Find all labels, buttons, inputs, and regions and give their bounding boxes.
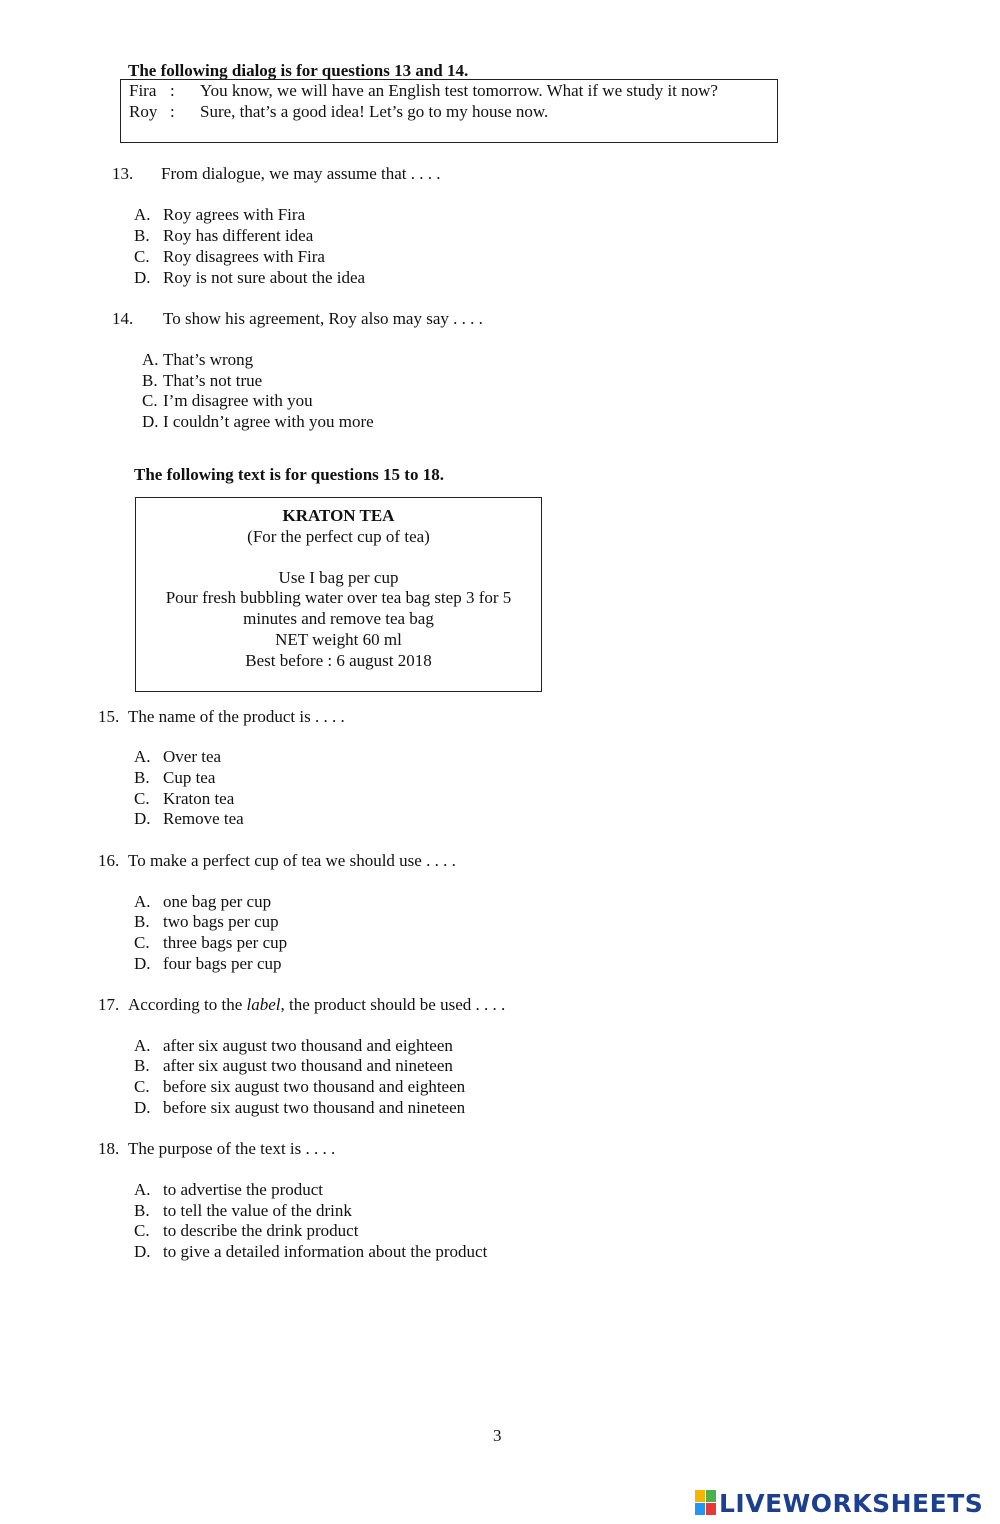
option-text: That’s wrong	[163, 350, 254, 369]
option-letter: C.	[134, 1077, 150, 1096]
option-text: three bags per cup	[163, 933, 288, 952]
option-letter: D.	[134, 809, 151, 828]
question-17-post: , the product should be used . . . .	[280, 995, 506, 1014]
question-number: 15.	[98, 707, 120, 726]
dialog-speaker-fira: Fira	[129, 81, 157, 100]
option-text: I’m disagree with you	[163, 391, 313, 410]
dialog-separator: :	[170, 102, 175, 121]
option-letter: A.	[142, 350, 159, 369]
option-letter: C.	[142, 391, 158, 410]
option-text: before six august two thousand and eighteen	[163, 1077, 466, 1096]
option-text: That’s not true	[163, 371, 263, 390]
dialog-speaker-roy: Roy	[129, 102, 158, 121]
option-text: to advertise the product	[163, 1180, 324, 1199]
option-letter: A.	[134, 1036, 151, 1055]
question-number: 14.	[112, 309, 134, 328]
question-15-text: The name of the product is . . . .	[128, 707, 345, 726]
question-17-pre: According to the	[128, 995, 247, 1014]
section-heading-dialog: The following dialog is for questions 13 and 14.	[128, 61, 469, 80]
question-13-text: From dialogue, we may assume that . . . .	[161, 164, 441, 183]
option-letter: D.	[134, 954, 151, 973]
label-usage: Use I bag per cup	[278, 568, 399, 587]
option-text: Roy agrees with Fira	[163, 205, 306, 224]
option-letter: C.	[134, 1221, 150, 1240]
option-letter: D.	[134, 1098, 151, 1117]
option-text: after six august two thousand and eighteen	[163, 1036, 453, 1055]
option-letter: B.	[134, 226, 150, 245]
option-text: four bags per cup	[163, 954, 282, 973]
liveworksheets-brand-text: LIVEWORKSHEETS	[719, 1488, 984, 1518]
question-number: 17.	[98, 995, 120, 1014]
label-instructions: Pour fresh bubbling water over tea bag step 3 for 5	[165, 588, 512, 607]
option-letter: D.	[134, 1242, 151, 1261]
option-text: Cup tea	[163, 768, 216, 787]
option-letter: B.	[134, 912, 150, 931]
label-best-before: Best before : 6 august 2018	[245, 651, 432, 670]
section-heading-text: The following text is for questions 15 to 18.	[134, 465, 444, 484]
option-text: to describe the drink product	[163, 1221, 359, 1240]
option-letter: B.	[142, 371, 158, 390]
dialog-line-roy: Sure, that’s a good idea! Let’s go to my house now.	[200, 102, 549, 121]
option-text: I couldn’t agree with you more	[163, 412, 374, 431]
option-text: Over tea	[163, 747, 222, 766]
question-17-text	[128, 994, 505, 1015]
question-number: 18.	[98, 1139, 120, 1158]
label-instructions-cont: minutes and remove tea bag	[243, 609, 434, 628]
option-letter: B.	[134, 1201, 150, 1220]
option-letter: A.	[134, 747, 151, 766]
option-letter: A.	[134, 1180, 151, 1199]
option-text: Kraton tea	[163, 789, 235, 808]
option-text: before six august two thousand and nineteen	[163, 1098, 466, 1117]
dialog-separator: :	[170, 81, 175, 100]
label-subtitle: (For the perfect cup of tea)	[247, 527, 430, 546]
option-letter: B.	[134, 1056, 150, 1075]
option-text: to give a detailed information about the product	[163, 1242, 488, 1261]
question-14-text: To show his agreement, Roy also may say . . . .	[163, 309, 483, 328]
option-letter: A.	[134, 205, 151, 224]
question-number: 16.	[98, 851, 120, 870]
option-text: one bag per cup	[163, 892, 272, 911]
option-letter: C.	[134, 933, 150, 952]
dialog-line-fira: You know, we will have an English test tomorrow. What if we study it now?	[200, 81, 718, 100]
option-letter: A.	[134, 892, 151, 911]
option-text: to tell the value of the drink	[163, 1201, 352, 1220]
option-text: Roy is not sure about the idea	[163, 268, 366, 287]
option-text: Roy has different idea	[163, 226, 314, 245]
option-text: after six august two thousand and nineteen	[163, 1056, 453, 1075]
option-letter: D.	[142, 412, 159, 431]
option-letter: B.	[134, 768, 150, 787]
option-text: Remove tea	[163, 809, 244, 828]
label-title: KRATON TEA	[282, 506, 395, 525]
liveworksheets-logo-icon	[695, 1490, 717, 1516]
option-text: Roy disagrees with Fira	[163, 247, 325, 266]
option-letter: C.	[134, 247, 150, 266]
option-letter: C.	[134, 789, 150, 808]
option-text: two bags per cup	[163, 912, 279, 931]
question-16-text: To make a perfect cup of tea we should use . . . .	[128, 851, 456, 870]
label-net-weight: NET weight 60 ml	[275, 630, 402, 649]
question-number: 13.	[112, 164, 134, 183]
liveworksheets-logo[interactable]	[695, 1488, 995, 1518]
question-18-text: The purpose of the text is . . . .	[128, 1139, 336, 1158]
page-number: 3	[493, 1426, 502, 1445]
question-17-emphasis: label	[246, 995, 281, 1014]
option-letter: D.	[134, 268, 151, 287]
